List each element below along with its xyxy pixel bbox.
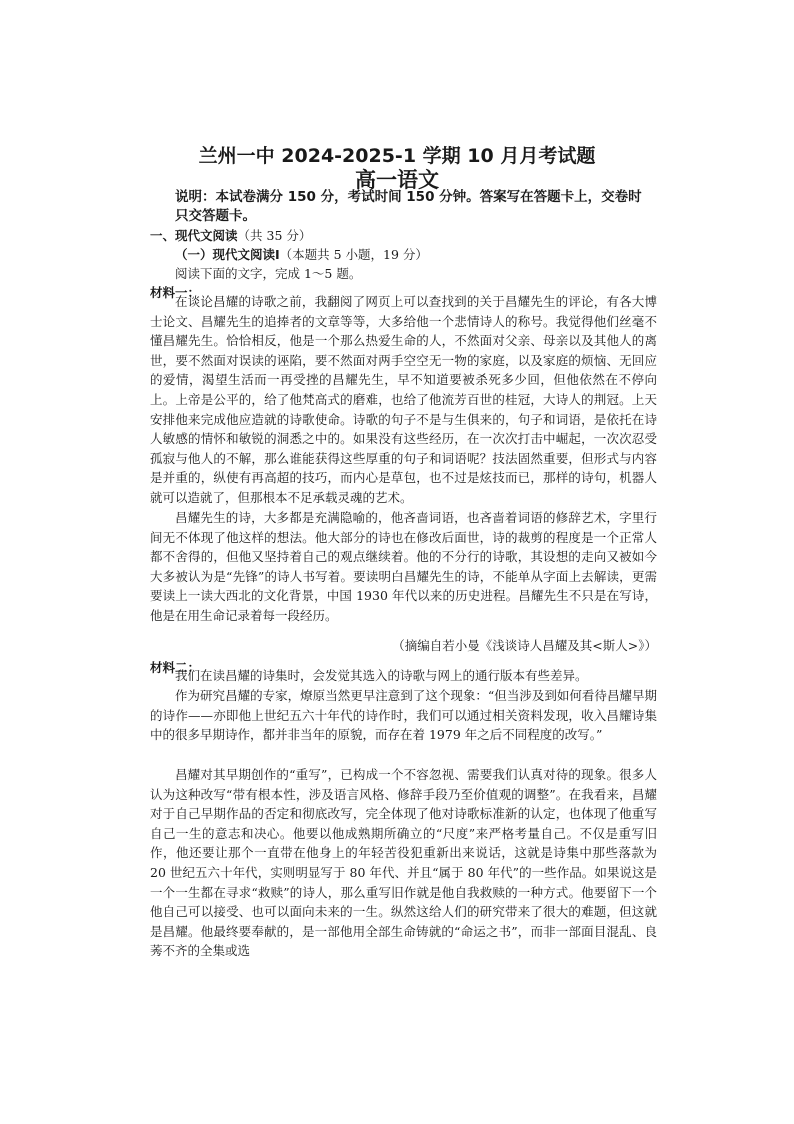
material-2-paragraph: 我们在读昌耀的诗集时，会发觉其选入的诗歌与网上的通行版本有些差异。 (175, 668, 588, 683)
material-1-paragraph: 在谈论昌耀的诗歌之前，我翻阅了网页上可以查找到的关于昌耀先生的评论，有各大博士论文、昌耀先生的追捧者的文章等等，大多给他一个悲情诗人的称号。我觉得他们丝毫不懂昌耀先生。恰恰相反，他是一个那么热爱生命的人，不然面对父亲、母亲以及其他人的离世，要不然面对误读的诬陷，要不然面对两手空空无一物的家庭，以及家庭的烦恼、无回应的爱情，渴望生活而一再受挫的昌耀先生，早不知道要被杀死多少回，但他依然在不停向上。上帝是公平的，给了他梵高式的磨难，也给了他流芳百世的桂冠，大诗人的荆冠。上天安排他来完成他应造就的诗歌使命。诗歌的句子不是与生俱来的，句子和词语，是依托在诗人敏感的情怀和敏锐的洞悉之中的。如果没有这些经历，在一次次打击中崛起，一次次忍受孤寂与他人的不解，那么谁能获得这些厚重的句子和词语呢？技法固然重要，但形式与内容是并重的，纵使有再高超的技巧，而内心是草包，也不过是炫技而已，那样的诗句，机器人就可以造就了，但那根本不足承载灵魂的艺术。 (150, 294, 657, 505)
material-1-source: （摘编自若小曼《浅谈诗人昌耀及其<斯人>》） (392, 638, 657, 653)
part-heading (175, 245, 428, 265)
exam-subject: 高一语文 (355, 168, 439, 192)
material-2-label: 材料二： (150, 660, 201, 675)
material-1-paragraph: 昌耀先生的诗，大多都是充满隐喻的，他吝啬词语，也吝啬着词语的修辞艺术，字里行间无不体现了他这样的想法。他大部分的诗也在修改后面世，诗的裁剪的程度是一个正常人都不舍得的，但他又坚持着自己的观点继续着。他的不分行的诗歌，其设想的走向又被如今大多被认为是“先锋”的诗人书写着。要读明白昌耀先生的诗，不能单从字面上去解读，更需要读上一读大西北的文化背景，中国 1930 年代以来的历史进程。昌耀先生不只是在写诗，他是在用生命记录着每一段经历。 (150, 510, 657, 623)
part-title: （一）现代文阅读Ⅰ (175, 247, 280, 262)
exam-title: 兰州一中 2024-2025-1 学期 10 月月考试题 (198, 145, 596, 167)
section-heading (150, 226, 311, 246)
material-2-paragraph: 作为研究昌耀的专家，燎原当然更早注意到了这个现象：“但当涉及到如何看待昌耀早期的诗作——亦即他上世纪五六十年代的诗作时，我们可以通过相关资料发现，收入昌耀诗集中的很多早期诗作，都并非当年的原貌，而存在着 1979 年之后不同程度的改写。” (150, 688, 657, 743)
section-points: （共 35 分） (237, 228, 312, 243)
part-points: （本题共 5 小题，19 分） (279, 247, 428, 262)
material-2-paragraph: 昌耀对其早期创作的“重写”，已构成一个不容忽视、需要我们认真对待的现象。很多人认为这种改写“带有根本性，涉及语言风格、修辞手段乃至价值观的调整”。在我看来，昌耀对于自己早期作品的否定和彻底改写，完全体现了他对诗歌标准新的认定，也体现了他重写自己一生的意志和决心。他要以他成熟期所确立的“尺度”来严格考量自己。不仅是重写旧作，他还要让那个一直带在他身上的年轻苦役犯重新出来说话，这就是诗集中那些落款为 20 世纪五六十年代，实则明显写于 80 年代、并且“属于 80 年代”的一些作品。如果说这是一个一生都在寻求“救赎”的诗人，那么重写旧作就是他自我救赎的一种方式。他要留下一个他自己可以接受、也可以面向未来的一生。纵然这给人们的研究带来了很大的难题，但这就是昌耀。他最终要奉献的，是一部他用全部生命铸就的“命运之书”，而非一部面目混乱、良莠不齐的全集或选 (150, 767, 657, 959)
section-title: 一、现代文阅读 (150, 228, 238, 243)
material-1-label: 材料一： (150, 285, 201, 300)
exam-note: 说明：本试卷满分 150 分，考试时间 150 分钟。答案写在答题卡上，交卷时只交答题卡。 (175, 189, 642, 224)
reading-instruction: 阅读下面的文字，完成 1～5 题。 (175, 266, 362, 281)
